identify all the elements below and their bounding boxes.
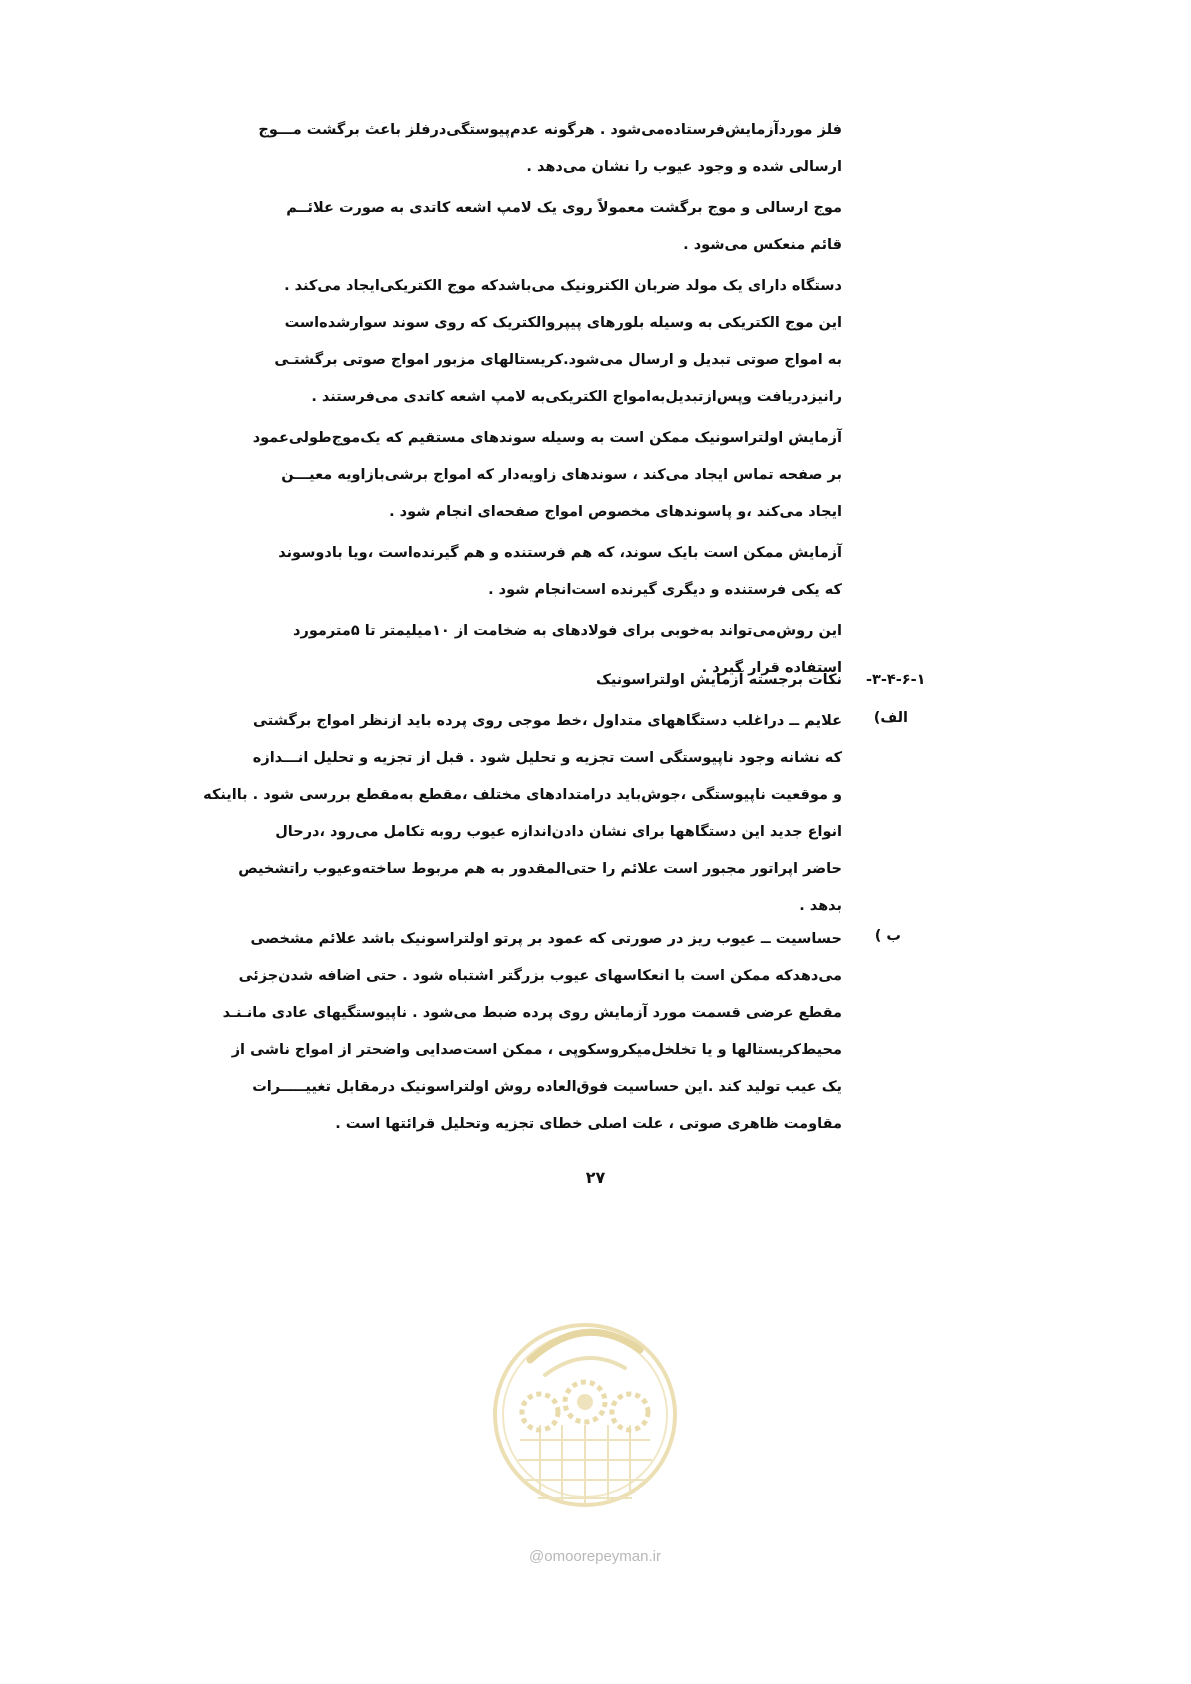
text-line: که نشانه وجود ناپیوستگی است تجزیه و تحلیل شود . قبل از تجزیه و تحلیل انـــدازه [252,750,842,766]
paragraph [286,190,842,264]
paragraph [274,268,842,416]
paragraph [278,535,842,609]
text-line: مقاومت ظاهری صوتی ، علت اصلی خطای تجزیه وتحلیل قرائتها است . [335,1116,842,1132]
text-line: یک عیب تولید کند .این حساسیت فوق‌العاده روش اولتراسونیک درمقابل تغییـــــرات [252,1079,842,1095]
text-line: این موج الکتریکی به وسیله بلورهای پیپروالکتریک که روی سوند سوارشده‌است [284,315,842,331]
item-paragraph [222,921,842,1143]
paragraph [252,420,842,531]
item-label-alef: الف) [873,710,908,726]
text-line: استفاده قرار گیرد . [701,660,842,676]
text-line: که یکی فرستنده و دیگری گیرنده است‌انجام شود . [488,582,842,598]
text-line: به امواج صوتی تبدیل و ارسال می‌شود.کریستالهای مزبور امواج صوتی برگشتـی [274,352,842,368]
text-line: موج ارسالی و موج برگشت معمولاً روی یک لامپ اشعه کاتدی به صورت علائــم [286,200,842,216]
text-line: فلز موردآزمایش‌فرستاده‌می‌شود . هرگونه عدم‌پیوستگی‌درفلز باعث برگشت مـــوج [258,122,842,138]
text-line: بر صفحه تماس ایجاد می‌کند ، سوندهای زاویه‌دار که امواج برشی‌بازاویه معیـــن [281,467,842,483]
text-line: دستگاه دارای یک مولد ضربان الکترونیک می‌باشدکه موج الکتریکی‌ایجاد می‌کند . [284,278,842,294]
text-line: مقطع عرضی قسمت مورد آزمایش روی پرده ضبط می‌شود . ناپیوستگیهای عادی مانـنـد [222,1005,842,1021]
text-line: حاضر اپراتور مجبور است علائم را حتی‌المقدور به هم مربوط ساخته‌وعیوب راتشخیص [238,861,842,877]
section-number: ۳-۴-۶-۱- [866,672,926,688]
item-label-be: ب ) [874,928,901,944]
text-line: بدهد . [799,898,842,914]
item-paragraph [203,703,842,925]
text-line: محیط‌کریستالها و یا تخلخل‌میکروسکوپی ، ممکن است‌صدایی واضحتر از امواج ناشی از [231,1042,842,1058]
body-text [252,112,842,691]
text-line: می‌دهدکه ممکن است با انعکاسهای عیوب بزرگتر اشتباه شود . حتی اضافه شدن‌جزئی [238,968,842,984]
text-line: ایجاد می‌کند ،و پاسوندهای مخصوص امواج صفحه‌ای انجام شود . [389,504,842,520]
item-alef-text [203,703,842,929]
text-line: قائم منعکس می‌شود . [683,237,842,253]
paragraph [258,112,842,186]
text-line: آزمایش ممکن است بایک سوند، که هم فرستنده و هم گیرنده‌است ،ویا بادوسوند [278,545,842,561]
item-be-text [222,921,842,1147]
text-line: انواع جدید این دستگاهها برای نشان دادن‌اندازه عیوب روبه تکامل می‌رود ،درحال [275,824,842,840]
watermark-logo [490,1290,680,1540]
text-line: حساسیت ــ عیوب ریز در صورتی که عمود بر پرتو اولتراسونیک باشد علائم مشخصی [250,931,842,947]
section-title: نکات برجسته آزمایش اولتراسونیک [596,672,842,688]
text-line: این روش‌می‌تواند به‌خوبی برای فولادهای به ضخامت از ۱۰میلیمتر تا ۵مترمورد [293,623,842,639]
text-line: رانیزدریافت وپس‌ازتبدیل‌به‌امواج الکتریکی‌به لامپ اشعه کاتدی می‌فرستند . [311,389,842,405]
text-line: ارسالی شده و وجود عیوب را نشان می‌دهد . [526,159,842,175]
text-line: علایم ــ دراغلب دستگاههای متداول ،خط موجی روی پرده باید ازنظر امواج برگشتی [253,713,842,729]
text-line: آزمایش اولتراسونیک ممکن است به وسیله سوندهای مستقیم که یک‌موج‌طولی‌عمود [252,430,842,446]
text-line: و موقعیت ناپیوستگی ،جوش‌باید درامتدادهای مختلف ،مقطع به‌مقطع بررسی شود . بااینکه [203,787,842,803]
page-number: ۲۷ [585,1168,606,1187]
watermark-url: @omoorepeyman.ir [529,1548,661,1565]
